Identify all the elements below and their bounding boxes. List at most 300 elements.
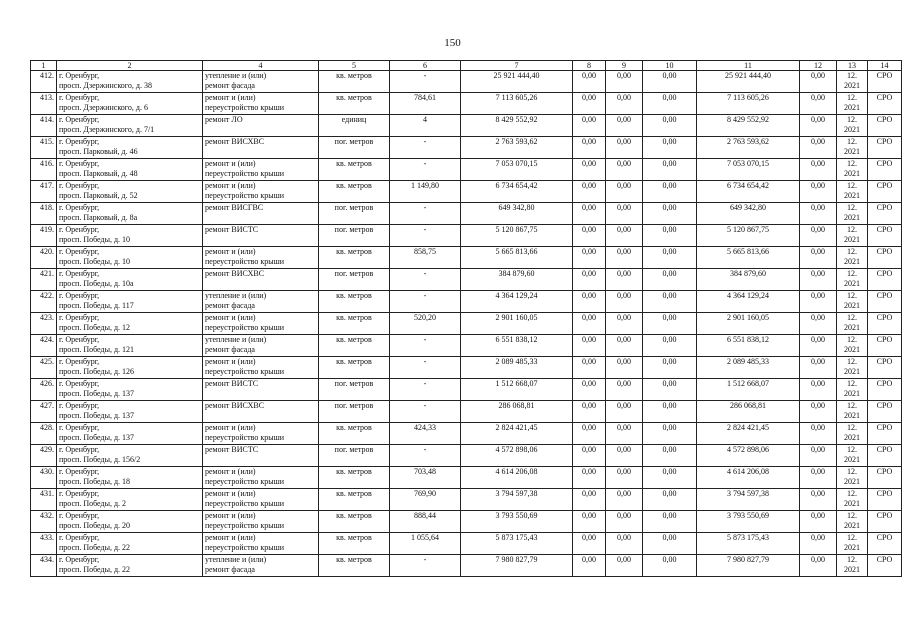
table-row bbox=[31, 313, 902, 335]
work-type-cell-text: ремонт фасада bbox=[205, 80, 255, 90]
quantity-cell-text: - bbox=[423, 203, 427, 213]
address-cell-text: просп. Победы, д. 117 bbox=[59, 300, 134, 310]
value-cell-text: 0,00 bbox=[811, 533, 825, 543]
address-cell-text: просп. Победы, д. 156/2 bbox=[59, 454, 141, 464]
deadline-cell bbox=[837, 313, 868, 335]
deadline-cell-text: 12. bbox=[847, 203, 857, 213]
value-cell-text: 0,00 bbox=[662, 115, 677, 125]
deadline-cell bbox=[837, 379, 868, 401]
unit-cell-text: кв. метров bbox=[336, 291, 372, 301]
total-cost-cell-text: 1 512 668,07 bbox=[495, 379, 538, 389]
total-cost-cell bbox=[461, 445, 573, 467]
value-cell bbox=[643, 423, 697, 445]
total-cost-cell bbox=[461, 357, 573, 379]
value-cell-text: 0,00 bbox=[617, 159, 631, 169]
address-cell-text: г. Оренбург, bbox=[59, 137, 100, 147]
source-cell-text: СРО bbox=[876, 401, 893, 411]
value-cell bbox=[606, 115, 643, 137]
address-cell bbox=[57, 115, 203, 137]
fund-cost-cell-text: 2 901 160,05 bbox=[727, 313, 769, 323]
row-number-text: 427. bbox=[40, 401, 54, 411]
quantity-cell-text: 888,44 bbox=[414, 511, 436, 521]
row-number bbox=[31, 247, 57, 269]
deadline-cell-text: 12. bbox=[847, 401, 857, 411]
row-number-text: 422. bbox=[40, 291, 54, 301]
fund-cost-cell bbox=[697, 203, 800, 225]
column-number-header-row bbox=[31, 61, 902, 71]
unit-cell bbox=[319, 247, 390, 269]
address-cell-text: просп. Парковый, д. 8а bbox=[59, 212, 138, 222]
source-cell bbox=[868, 93, 902, 115]
total-cost-cell-text: 6 734 654,42 bbox=[495, 181, 538, 191]
value-cell bbox=[643, 159, 697, 181]
row-number-text: 426. bbox=[40, 379, 54, 389]
fund-cost-cell bbox=[697, 159, 800, 181]
address-cell-text: г. Оренбург, bbox=[59, 93, 100, 103]
value-cell bbox=[800, 115, 837, 137]
deadline-cell bbox=[837, 225, 868, 247]
fund-cost-cell bbox=[697, 181, 800, 203]
table-row bbox=[31, 291, 902, 313]
deadline-cell-text: 12. bbox=[847, 379, 857, 389]
address-cell-text: просп. Дзержинского, д. 38 bbox=[59, 80, 152, 90]
value-cell-text: 0,00 bbox=[662, 467, 677, 477]
value-cell-text: 0,00 bbox=[582, 401, 596, 411]
work-type-cell bbox=[203, 467, 319, 489]
work-type-cell-text: переустройство крыши bbox=[205, 542, 285, 552]
total-cost-cell bbox=[461, 379, 573, 401]
row-number-text: 415. bbox=[40, 137, 54, 147]
deadline-cell bbox=[837, 357, 868, 379]
value-cell-text: 0,00 bbox=[582, 379, 596, 389]
row-number bbox=[31, 93, 57, 115]
address-cell-text: г. Оренбург, bbox=[59, 357, 100, 367]
unit-cell bbox=[319, 533, 390, 555]
work-type-cell-text: ремонт ВИСГВС bbox=[205, 203, 264, 213]
value-cell-text: 0,00 bbox=[582, 313, 596, 323]
row-number-text: 412. bbox=[40, 71, 54, 81]
fund-cost-cell bbox=[697, 93, 800, 115]
fund-cost-cell-text: 3 793 550,69 bbox=[727, 511, 769, 521]
value-cell-text: 0,00 bbox=[617, 269, 631, 279]
row-number bbox=[31, 511, 57, 533]
total-cost-cell-text: 3 794 597,38 bbox=[495, 489, 538, 499]
total-cost-cell-text: 7 053 070,15 bbox=[495, 159, 538, 169]
address-cell bbox=[57, 379, 203, 401]
total-cost-cell-text: 5 873 175,43 bbox=[495, 533, 538, 543]
address-cell bbox=[57, 467, 203, 489]
quantity-cell-text: - bbox=[423, 335, 427, 345]
row-number bbox=[31, 203, 57, 225]
source-cell-text: СРО bbox=[876, 511, 893, 521]
value-cell-text: 0,00 bbox=[662, 291, 677, 301]
fund-cost-cell bbox=[697, 137, 800, 159]
work-type-cell-text: переустройство крыши bbox=[205, 322, 285, 332]
row-number bbox=[31, 379, 57, 401]
unit-cell-text: пог. метров bbox=[334, 137, 374, 147]
fund-cost-cell-text: 5 120 867,75 bbox=[727, 225, 769, 235]
deadline-cell-text: 12. bbox=[847, 489, 857, 499]
table-row bbox=[31, 115, 902, 137]
value-cell-text: 0,00 bbox=[811, 335, 825, 345]
deadline-cell bbox=[837, 555, 868, 577]
row-number bbox=[31, 137, 57, 159]
address-cell-text: г. Оренбург, bbox=[59, 313, 100, 323]
row-number-text: 423. bbox=[40, 313, 54, 323]
total-cost-cell bbox=[461, 225, 573, 247]
value-cell bbox=[606, 511, 643, 533]
value-cell bbox=[643, 181, 697, 203]
quantity-cell-text: - bbox=[423, 555, 427, 565]
source-cell-text: СРО bbox=[876, 313, 893, 323]
value-cell-text: 0,00 bbox=[662, 93, 677, 103]
total-cost-cell-text: 2 089 485,33 bbox=[495, 357, 538, 367]
quantity-cell-text: - bbox=[423, 137, 427, 147]
address-cell-text: г. Оренбург, bbox=[59, 489, 100, 499]
deadline-cell-text: 12. bbox=[847, 357, 857, 367]
row-number bbox=[31, 291, 57, 313]
column-header: 11 bbox=[697, 61, 800, 71]
unit-cell-text: кв. метров bbox=[336, 489, 372, 499]
table-row bbox=[31, 247, 902, 269]
value-cell bbox=[643, 115, 697, 137]
address-cell-text: просп. Победы, д. 126 bbox=[59, 366, 135, 376]
address-cell bbox=[57, 137, 203, 159]
table-row bbox=[31, 511, 902, 533]
value-cell bbox=[643, 401, 697, 423]
row-number bbox=[31, 555, 57, 577]
total-cost-cell-text: 25 921 444,40 bbox=[493, 71, 540, 81]
value-cell-text: 0,00 bbox=[582, 269, 596, 279]
value-cell bbox=[606, 225, 643, 247]
row-number-text: 432. bbox=[40, 511, 54, 521]
deadline-cell-text: 2021 bbox=[844, 300, 860, 310]
value-cell bbox=[606, 335, 643, 357]
row-number bbox=[31, 489, 57, 511]
work-type-cell bbox=[203, 445, 319, 467]
value-cell-text: 0,00 bbox=[617, 423, 631, 433]
deadline-cell-text: 12. bbox=[847, 511, 857, 521]
source-cell-text: СРО bbox=[876, 203, 893, 213]
value-cell-text: 0,00 bbox=[662, 401, 677, 411]
value-cell bbox=[606, 181, 643, 203]
fund-cost-cell bbox=[697, 489, 800, 511]
value-cell bbox=[606, 423, 643, 445]
deadline-cell-text: 12. bbox=[847, 467, 857, 477]
quantity-cell-text: 520,20 bbox=[414, 313, 436, 323]
unit-cell bbox=[319, 555, 390, 577]
value-cell bbox=[573, 467, 606, 489]
quantity-cell-text: 1 149,80 bbox=[411, 181, 439, 191]
fund-cost-cell bbox=[697, 115, 800, 137]
value-cell-text: 0,00 bbox=[811, 269, 825, 279]
unit-cell bbox=[319, 269, 390, 291]
value-cell bbox=[573, 71, 606, 93]
address-cell-text: г. Оренбург, bbox=[59, 445, 100, 455]
work-type-cell-text: ремонт и (или) bbox=[205, 93, 256, 103]
address-cell bbox=[57, 313, 203, 335]
value-cell-text: 0,00 bbox=[662, 555, 677, 565]
value-cell-text: 0,00 bbox=[617, 467, 631, 477]
fund-cost-cell bbox=[697, 291, 800, 313]
address-cell-text: просп. Парковый, д. 46 bbox=[59, 146, 138, 156]
total-cost-cell-text: 8 429 552,92 bbox=[495, 115, 538, 125]
table-row bbox=[31, 181, 902, 203]
value-cell bbox=[800, 445, 837, 467]
work-type-cell bbox=[203, 203, 319, 225]
fund-cost-cell-text: 7 113 605,26 bbox=[727, 93, 769, 103]
value-cell-text: 0,00 bbox=[582, 159, 596, 169]
value-cell bbox=[606, 357, 643, 379]
work-type-cell-text: ремонт ВИСТС bbox=[205, 445, 259, 455]
value-cell bbox=[606, 247, 643, 269]
fund-cost-cell-text: 6 551 838,12 bbox=[727, 335, 769, 345]
value-cell bbox=[573, 225, 606, 247]
work-type-cell-text: утепление и (или) bbox=[205, 291, 267, 301]
value-cell bbox=[643, 467, 697, 489]
source-cell-text: СРО bbox=[876, 247, 893, 257]
value-cell-text: 0,00 bbox=[811, 401, 825, 411]
deadline-cell bbox=[837, 291, 868, 313]
address-cell bbox=[57, 291, 203, 313]
column-header: 4 bbox=[203, 61, 319, 71]
value-cell-text: 0,00 bbox=[662, 203, 677, 213]
source-cell bbox=[868, 335, 902, 357]
source-cell bbox=[868, 115, 902, 137]
value-cell bbox=[573, 137, 606, 159]
deadline-cell-text: 12. bbox=[847, 313, 857, 323]
fund-cost-cell-text: 25 921 444,40 bbox=[725, 71, 771, 81]
source-cell bbox=[868, 401, 902, 423]
value-cell-text: 0,00 bbox=[662, 71, 677, 81]
deadline-cell-text: 2021 bbox=[844, 278, 860, 288]
value-cell-text: 0,00 bbox=[662, 357, 677, 367]
row-number bbox=[31, 71, 57, 93]
column-header: 8 bbox=[573, 61, 606, 71]
address-cell-text: просп. Дзержинского, д. 6 bbox=[59, 102, 148, 112]
quantity-cell bbox=[390, 335, 461, 357]
address-cell-text: г. Оренбург, bbox=[59, 203, 100, 213]
address-cell-text: г. Оренбург, bbox=[59, 159, 100, 169]
source-cell-text: СРО bbox=[876, 225, 893, 235]
address-cell bbox=[57, 335, 203, 357]
address-cell-text: г. Оренбург, bbox=[59, 225, 100, 235]
work-type-cell-text: утепление и (или) bbox=[205, 335, 267, 345]
work-type-cell-text: ремонт ВИСХВС bbox=[205, 137, 265, 147]
address-cell-text: просп. Победы, д. 137 bbox=[59, 388, 135, 398]
address-cell bbox=[57, 93, 203, 115]
fund-cost-cell bbox=[697, 401, 800, 423]
total-cost-cell bbox=[461, 159, 573, 181]
work-type-cell bbox=[203, 269, 319, 291]
value-cell bbox=[643, 555, 697, 577]
total-cost-cell bbox=[461, 115, 573, 137]
unit-cell-text: кв. метров bbox=[336, 423, 372, 433]
unit-cell bbox=[319, 93, 390, 115]
column-header: 7 bbox=[461, 61, 573, 71]
quantity-cell-text: - bbox=[423, 357, 427, 367]
table-row bbox=[31, 159, 902, 181]
value-cell-text: 0,00 bbox=[582, 291, 596, 301]
row-number bbox=[31, 445, 57, 467]
value-cell bbox=[573, 379, 606, 401]
row-number-text: 417. bbox=[40, 181, 54, 191]
fund-cost-cell-text: 1 512 668,07 bbox=[727, 379, 769, 389]
unit-cell bbox=[319, 357, 390, 379]
fund-cost-cell bbox=[697, 335, 800, 357]
deadline-cell bbox=[837, 269, 868, 291]
work-type-cell-text: ремонт и (или) bbox=[205, 313, 256, 323]
value-cell bbox=[800, 555, 837, 577]
fund-cost-cell-text: 2 824 421,45 bbox=[727, 423, 769, 433]
quantity-cell-text: - bbox=[423, 445, 427, 455]
source-cell-text: СРО bbox=[876, 423, 893, 433]
value-cell bbox=[643, 137, 697, 159]
column-header: 12 bbox=[800, 61, 837, 71]
total-cost-cell-text: 7 980 827,79 bbox=[495, 555, 538, 565]
work-type-cell-text: ремонт и (или) bbox=[205, 247, 256, 257]
unit-cell bbox=[319, 313, 390, 335]
value-cell bbox=[573, 445, 606, 467]
work-type-cell-text: ремонт фасада bbox=[205, 564, 255, 574]
value-cell bbox=[643, 379, 697, 401]
value-cell bbox=[606, 269, 643, 291]
row-number bbox=[31, 181, 57, 203]
row-number bbox=[31, 401, 57, 423]
value-cell-text: 0,00 bbox=[662, 379, 677, 389]
value-cell-text: 0,00 bbox=[617, 357, 631, 367]
row-number-text: 424. bbox=[40, 335, 54, 345]
row-number-text: 419. bbox=[40, 225, 54, 235]
value-cell-text: 0,00 bbox=[662, 335, 677, 345]
value-cell bbox=[606, 555, 643, 577]
unit-cell bbox=[319, 137, 390, 159]
value-cell bbox=[800, 533, 837, 555]
column-header: 14 bbox=[868, 61, 902, 71]
value-cell bbox=[573, 423, 606, 445]
address-cell bbox=[57, 445, 203, 467]
deadline-cell-text: 12. bbox=[847, 423, 857, 433]
total-cost-cell bbox=[461, 423, 573, 445]
fund-cost-cell-text: 5 665 813,66 bbox=[727, 247, 769, 257]
value-cell bbox=[606, 313, 643, 335]
unit-cell bbox=[319, 291, 390, 313]
deadline-cell-text: 12. bbox=[847, 93, 857, 103]
table-row bbox=[31, 225, 902, 247]
fund-cost-cell-text: 384 879,60 bbox=[730, 269, 766, 279]
deadline-cell-text: 2021 bbox=[844, 520, 860, 530]
unit-cell bbox=[319, 511, 390, 533]
table-row bbox=[31, 555, 902, 577]
value-cell-text: 0,00 bbox=[617, 115, 631, 125]
work-type-cell-text: переустройство крыши bbox=[205, 366, 285, 376]
value-cell bbox=[800, 93, 837, 115]
quantity-cell bbox=[390, 489, 461, 511]
quantity-cell bbox=[390, 93, 461, 115]
total-cost-cell bbox=[461, 137, 573, 159]
fund-cost-cell-text: 8 429 552,92 bbox=[727, 115, 769, 125]
value-cell bbox=[643, 225, 697, 247]
work-type-cell bbox=[203, 313, 319, 335]
unit-cell bbox=[319, 467, 390, 489]
work-type-cell bbox=[203, 181, 319, 203]
address-cell-text: г. Оренбург, bbox=[59, 71, 100, 81]
value-cell-text: 0,00 bbox=[582, 247, 596, 257]
address-cell-text: просп. Победы, д. 10а bbox=[59, 278, 134, 288]
value-cell-text: 0,00 bbox=[811, 225, 825, 235]
value-cell bbox=[573, 335, 606, 357]
deadline-cell bbox=[837, 159, 868, 181]
value-cell bbox=[643, 93, 697, 115]
value-cell-text: 0,00 bbox=[582, 533, 596, 543]
deadline-cell-text: 2021 bbox=[844, 432, 860, 442]
value-cell bbox=[643, 533, 697, 555]
value-cell-text: 0,00 bbox=[617, 247, 631, 257]
address-cell bbox=[57, 533, 203, 555]
value-cell-text: 0,00 bbox=[662, 489, 677, 499]
address-cell-text: просп. Дзержинского, д. 7/1 bbox=[59, 124, 155, 134]
total-cost-cell bbox=[461, 71, 573, 93]
work-type-cell-text: ремонт фасада bbox=[205, 300, 255, 310]
value-cell-text: 0,00 bbox=[811, 423, 825, 433]
work-type-cell-text: ремонт ВИСХВС bbox=[205, 401, 265, 411]
source-cell-text: СРО bbox=[876, 181, 893, 191]
source-cell-text: СРО bbox=[876, 137, 893, 147]
total-cost-cell bbox=[461, 203, 573, 225]
source-cell bbox=[868, 291, 902, 313]
fund-cost-cell bbox=[697, 313, 800, 335]
source-cell bbox=[868, 313, 902, 335]
row-number bbox=[31, 313, 57, 335]
row-number-text: 418. bbox=[40, 203, 54, 213]
deadline-cell-text: 12. bbox=[847, 225, 857, 235]
address-cell bbox=[57, 423, 203, 445]
total-cost-cell bbox=[461, 533, 573, 555]
value-cell-text: 0,00 bbox=[582, 71, 596, 81]
total-cost-cell bbox=[461, 313, 573, 335]
column-header: 10 bbox=[643, 61, 697, 71]
address-cell-text: просп. Победы, д. 2 bbox=[59, 498, 127, 508]
address-cell-text: просп. Победы, д. 10 bbox=[59, 256, 131, 266]
value-cell bbox=[573, 489, 606, 511]
work-type-cell bbox=[203, 379, 319, 401]
value-cell bbox=[800, 467, 837, 489]
source-cell bbox=[868, 181, 902, 203]
quantity-cell bbox=[390, 115, 461, 137]
row-number-text: 434. bbox=[40, 555, 54, 565]
value-cell-text: 0,00 bbox=[582, 467, 596, 477]
quantity-cell-text: - bbox=[423, 159, 427, 169]
total-cost-cell-text: 4 614 206,08 bbox=[495, 467, 538, 477]
value-cell bbox=[643, 247, 697, 269]
value-cell bbox=[643, 313, 697, 335]
value-cell bbox=[800, 71, 837, 93]
source-cell bbox=[868, 225, 902, 247]
value-cell bbox=[573, 181, 606, 203]
quantity-cell-text: 424,33 bbox=[414, 423, 436, 433]
row-number-text: 430. bbox=[40, 467, 54, 477]
value-cell-text: 0,00 bbox=[582, 357, 596, 367]
source-cell bbox=[868, 203, 902, 225]
row-number bbox=[31, 115, 57, 137]
table-row bbox=[31, 423, 902, 445]
deadline-cell-text: 2021 bbox=[844, 234, 860, 244]
value-cell-text: 0,00 bbox=[662, 137, 677, 147]
value-cell bbox=[800, 401, 837, 423]
deadline-cell-text: 2021 bbox=[844, 146, 860, 156]
work-type-cell-text: переустройство крыши bbox=[205, 256, 285, 266]
unit-cell-text: кв. метров bbox=[336, 533, 372, 543]
